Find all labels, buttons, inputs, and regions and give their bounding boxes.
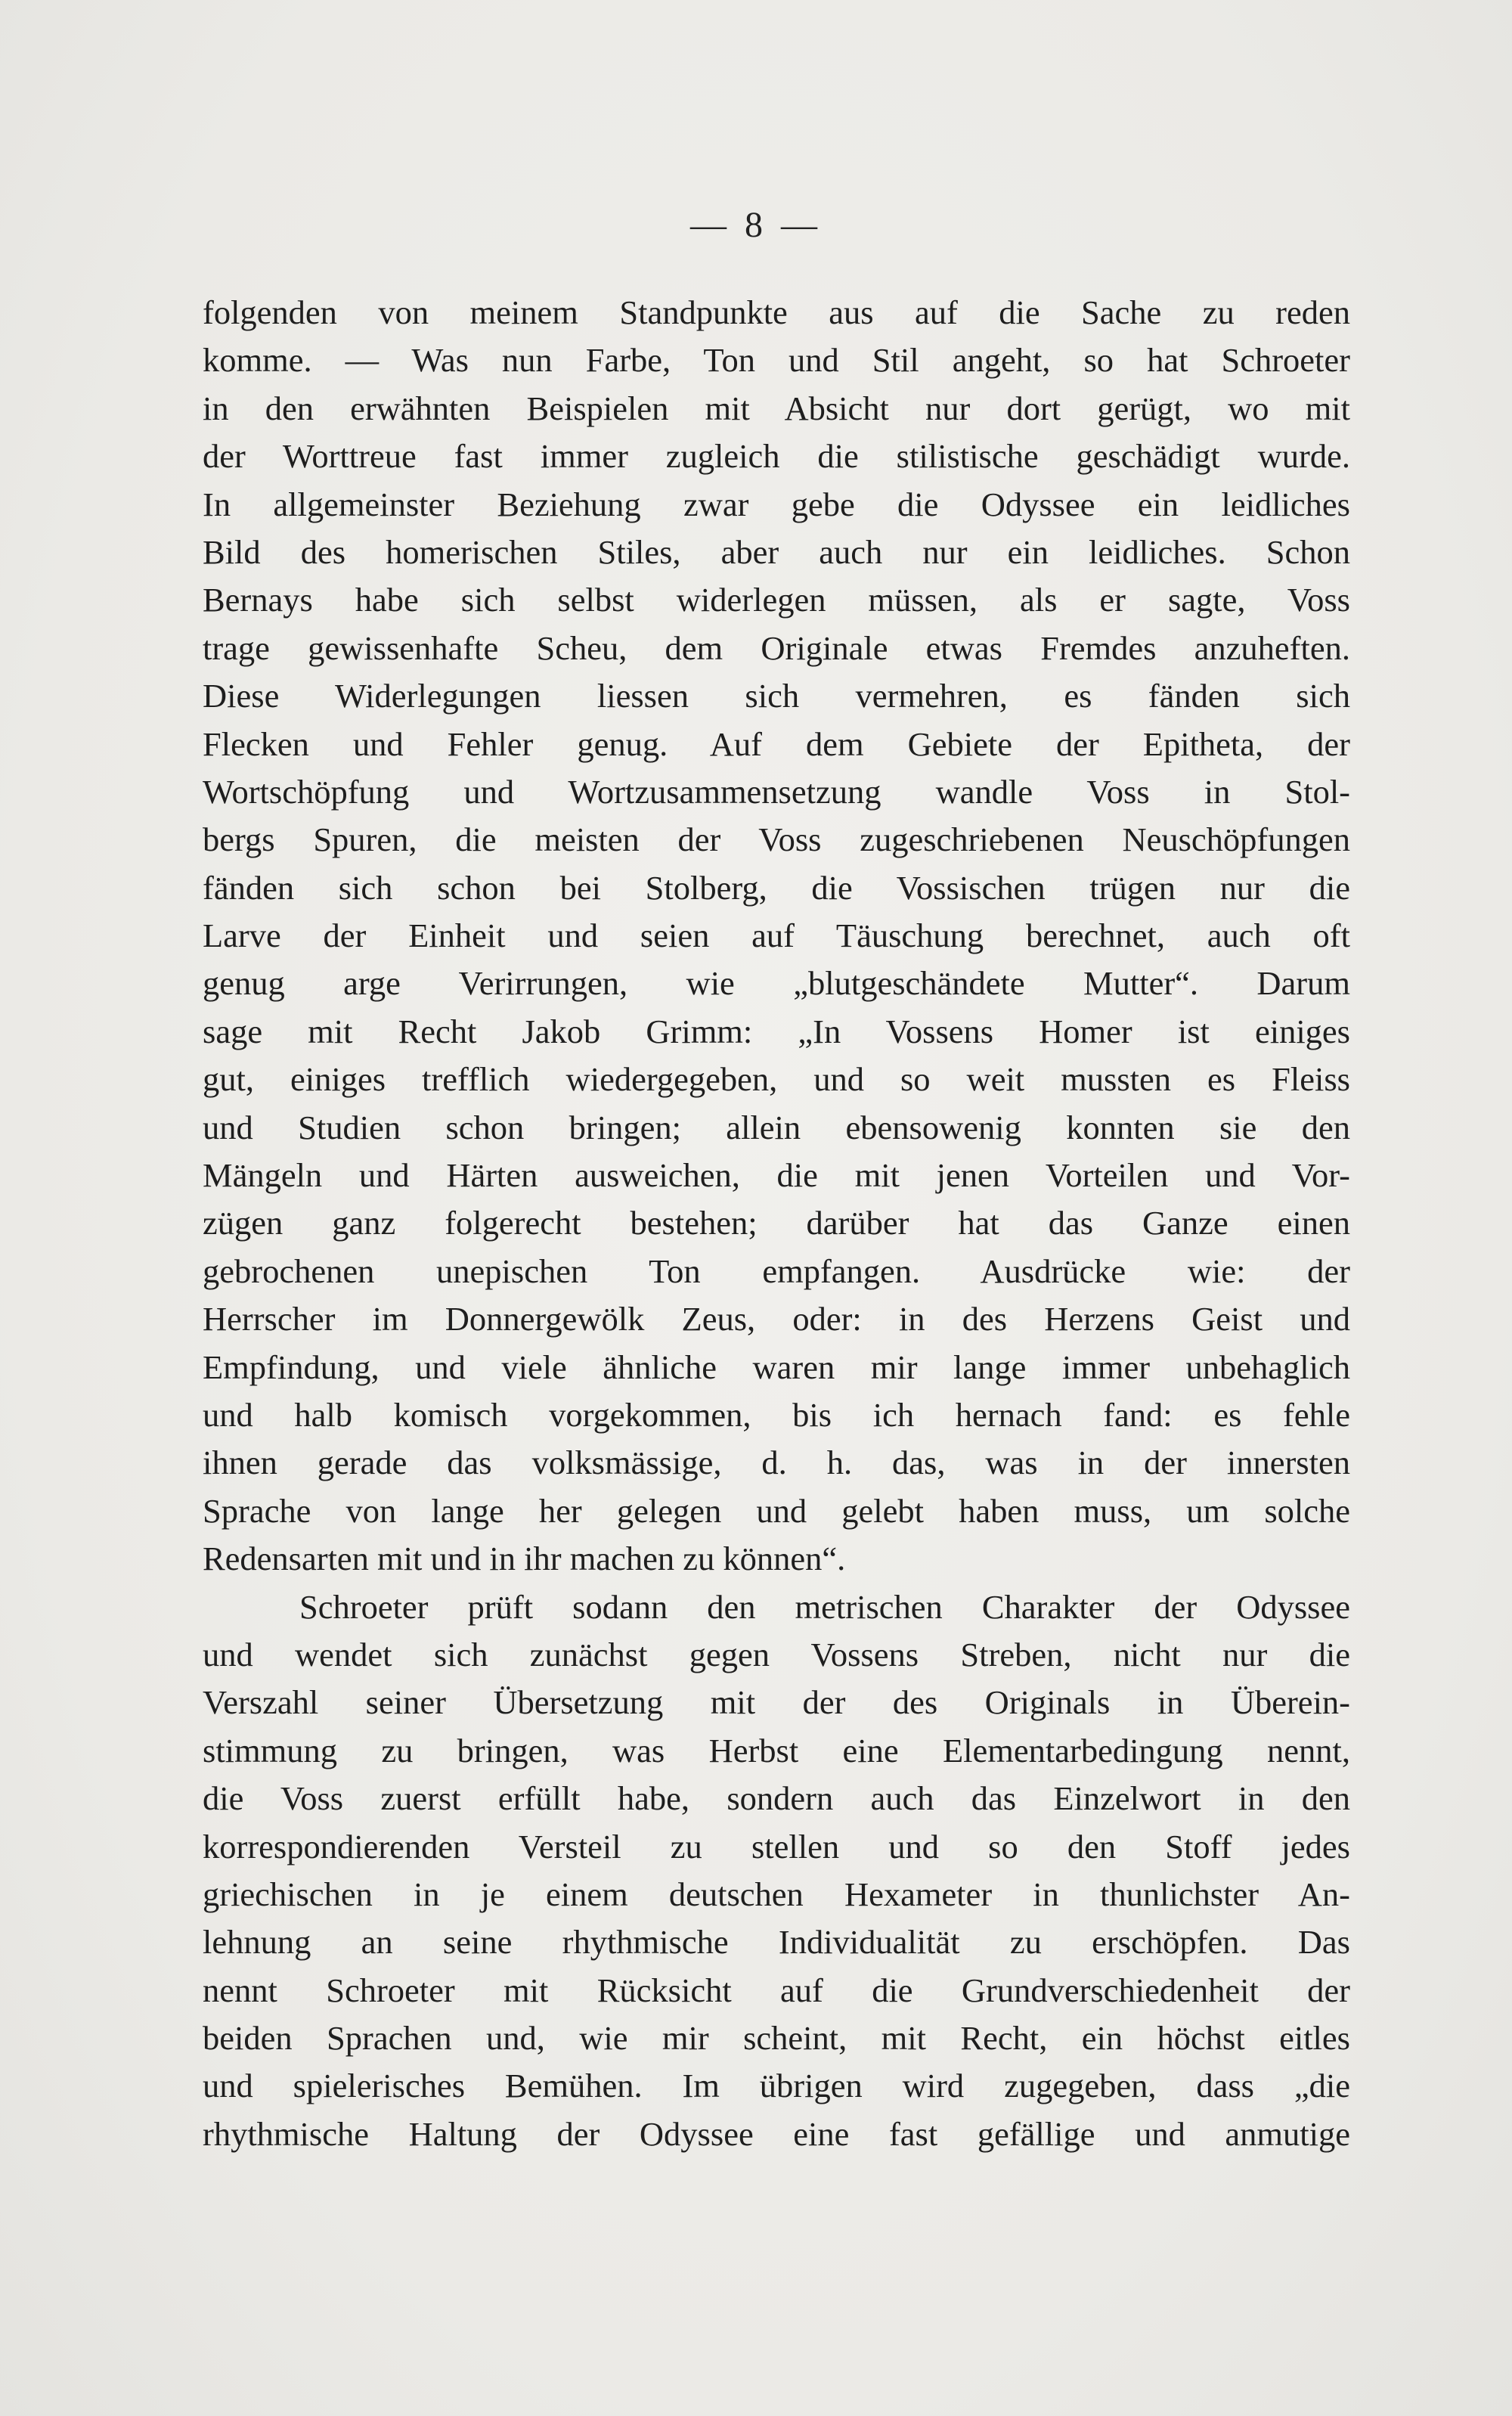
text-line: Bernays habe sich selbst widerlegen müssen, als er sagte, Voss [203,581,1350,619]
text-line: Herrscher im Donnergewölk Zeus, oder: in des Herzens Geist und [203,1300,1350,1338]
text-line: Schroeter prüft sodann den metrischen Charakter der Odyssee [299,1587,1350,1626]
text-line: rhythmische Haltung der Odyssee eine fast gefällige und anmutige [203,2114,1350,2153]
text-line: Redensarten mit und in ihr machen zu können“. [203,1540,846,1578]
text-line: ihnen gerade das volksmässige, d. h. das, was in der innersten [203,1444,1350,1482]
body-text [203,289,1350,2158]
text-line: Mängeln und Härten ausweichen, die mit jenen Vorteilen und Vor- [203,1156,1350,1195]
page-number: — 8 — [690,205,822,245]
text-line: sage mit Recht Jakob Grimm: „In Vossens Homer ist einiges [203,1012,1350,1050]
text-line: Flecken und Fehler genug. Auf dem Gebiete der Epitheta, der [203,724,1350,763]
text-line: Bild des homerischen Stiles, aber auch nur ein leidliches. Schon [203,532,1350,571]
text-line: korrespondierenden Versteil zu stellen und so den Stoff jedes [203,1827,1350,1865]
text-line: in den erwähnten Beispielen mit Absicht nur dort gerügt, wo mit [203,389,1350,427]
text-line: Larve der Einheit und seien auf Täuschung berechnet, auch oft [203,916,1350,955]
text-line: Sprache von lange her gelegen und gelebt haben muss, um solche [203,1491,1350,1530]
text-line: und Studien schon bringen; allein ebensowenig konnten sie den [203,1108,1350,1146]
text-line: der Worttreue fast immer zugleich die stilistische geschädigt wurde. [203,437,1350,476]
text-line: griechischen in je einem deutschen Hexameter in thunlichster An- [203,1875,1350,1913]
text-line: komme. — Was nun Farbe, Ton und Stil angeht, so hat Schroeter [203,341,1350,380]
text-line: genug arge Verirrungen, wie „blutgeschändete Mutter“. Darum [203,964,1350,1003]
text-line: stimmung zu bringen, was Herbst eine Elementarbedingung nennt, [203,1731,1350,1769]
text-line: Diese Widerlegungen liessen sich vermehren, es fänden sich [203,677,1350,715]
text-line: folgenden von meinem Standpunkte aus auf die Sache zu reden [203,293,1350,331]
text-line: und spielerisches Bemühen. Im übrigen wird zugegeben, dass „die [203,2067,1350,2105]
text-line: trage gewissenhafte Scheu, dem Originale etwas Fremdes anzuheften. [203,628,1350,667]
text-line: beiden Sprachen und, wie mir scheint, mit Recht, ein höchst eitles [203,2019,1350,2058]
text-line: Verszahl seiner Übersetzung mit der des Originals in Überein- [203,1683,1350,1722]
text-line: nennt Schroeter mit Rücksicht auf die Grundverschiedenheit der [203,1971,1350,2009]
text-line: Empfindung, und viele ähnliche waren mir lange immer unbehaglich [203,1348,1350,1386]
text-line: In allgemeinster Beziehung zwar gebe die Odyssee ein leidliches [203,485,1350,523]
text-line: gut, einiges trefflich wiedergegeben, und so weit mussten es Fleiss [203,1060,1350,1099]
text-line: gebrochenen unepischen Ton empfangen. Ausdrücke wie: der [203,1251,1350,1290]
text-line: die Voss zuerst erfüllt habe, sondern auch das Einzelwort in den [203,1779,1350,1818]
text-line: und halb komisch vorgekommen, bis ich hernach fand: es fehle [203,1395,1350,1434]
text-line: Wortschöpfung und Wortzusammensetzung wandle Voss in Stol- [203,772,1350,811]
text-line: lehnung an seine rhythmische Individualität zu erschöpfen. Das [203,1923,1350,1962]
text-line: zügen ganz folgerecht bestehen; darüber hat das Ganze einen [203,1204,1350,1242]
text-line: fänden sich schon bei Stolberg, die Vossischen trügen nur die [203,868,1350,907]
text-line: bergs Spuren, die meisten der Voss zugeschriebenen Neuschöpfungen [203,820,1350,859]
text-line: und wendet sich zunächst gegen Vossens Streben, nicht nur die [203,1635,1350,1673]
